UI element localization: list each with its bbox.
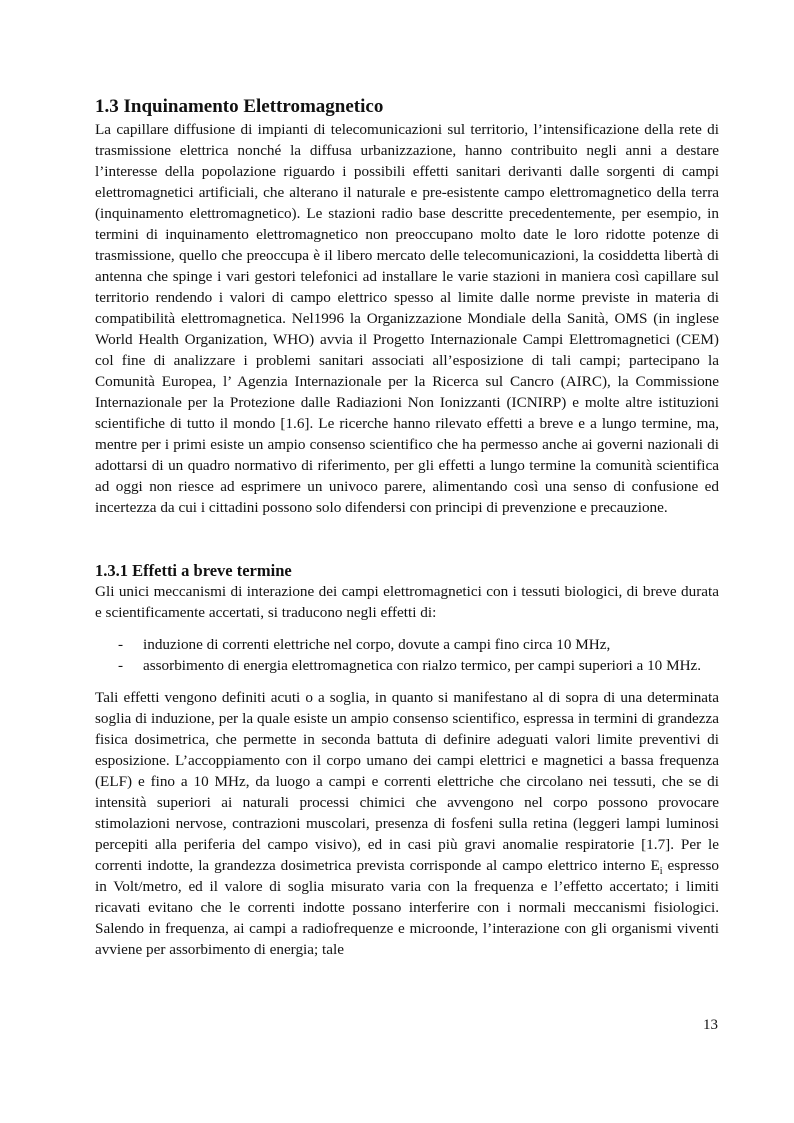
list-item [118, 634, 719, 655]
page-content [95, 95, 719, 960]
list-spacer [95, 676, 719, 687]
subsection-body [95, 687, 719, 960]
subsection-title: 1.3.1 Effetti a breve termine [95, 561, 292, 580]
bullet-marker: - [118, 636, 124, 653]
list-item-text: induzione di correnti elettriche nel corpo, dovute a campi fino circa 10 MHz, [143, 636, 611, 653]
section-title: 1.3 Inquinamento Elettromagnetico [95, 96, 384, 117]
list-spacer [95, 623, 719, 634]
body-text-part-2: espresso in Volt/metro, ed il valore di soglia misurato varia con la frequenza e l’effetto accertato; i limiti ricavati evitano che le correnti indotte possano interferire con i normali meccanismi fisiologici. Salendo in frequenza, ai campi a radiofrequenze e microonde, l’interazione con gli organismi viventi avviene per assorbimento di energia; tale [95, 857, 719, 958]
subscript-i: i [659, 866, 663, 878]
list-item [118, 655, 719, 676]
effects-list [95, 634, 719, 676]
section-spacer [95, 518, 719, 560]
body-text-part-1: Tali effetti vengono definiti acuti o a soglia, in quanto si manifestano al di sopra di una determinata soglia di induzione, per la quale esiste un ampio consenso scientifico, espressa in termini di grandezza fisica dosimetrica, che permette in seconda battuta di definire adeguati valori limite preventivi di esposizione. L’accoppiamento con il corpo umano dei campi elettrici e magnetici a bassa frequenza (ELF) e fino a 10 MHz, da luogo a campi e correnti elettriche che circolano nei tessuti, che se di intensità superiori ai naturali processi chimici che avvengono nel corpo possono provocare stimolazioni nervose, contrazioni muscolari, presenza di fosfeni sulla retina (leggeri lampi luminosi percepiti alla periferia del campo visivo), ed in casi più gravi anomalie respiratorie [1.7]. Per le correnti indotte, la grandezza dosimetrica prevista corrisponde al campo elettrico interno E [95, 689, 719, 874]
bullet-marker: - [118, 657, 124, 674]
section-paragraph: La capillare diffusione di impianti di telecomunicazioni sul territorio, l’intensificazione della rete di trasmissione elettrica nonché la diffusa urbanizzazione, hanno contribuito negli anni a destare l’interesse della popolazione riguardo i possibili effetti sanitari derivanti dalle sorgenti di campi elettromagnetici artificiali, che alterano il naturale e pre-esistente campo elettromagnetico della terra (inquinamento elettromagnetico). Le stazioni radio base descritte precedentemente, per esempio, in termini di inquinamento elettromagnetico non preoccupano molto date le loro ridotte potenze di trasmissione, quello che preoccupa è il libero mercato delle telecomunicazioni, la cosiddetta libertà di antenna che spinge i vari gestori telefonici ad installare le varie stazioni in maniera così capillare sul territorio rendendo i valori di campo elettrico spesso al limite dalle norme previste in materia di compatibilità elettromagnetica. Nel1996 la Organizzazione Mondiale della Sanità, OMS (in inglese World Health Organization, WHO) avvia il Progetto Internazionale Campi Elettromagnetici (CEM) col fine di analizzare i problemi sanitari associati all’esposizione di tali campi; partecipano la Comunità Europea, l’ Agenzia Internazionale per la Ricerca sul Cancro (AIRC), la Commissione Internazionale per la Protezione dalle Radiazioni Non Ionizzanti (ICNIRP) e molte altre istituzioni scientifiche di tutto il mondo [1.6]. Le ricerche hanno rilevato effetti a breve e a lungo termine, ma, mentre per i primi esiste un ampio consenso scientifico che ha permesso anche ai governi nazionali di adottarsi di un quadro normativo di riferimento, per gli effetti a lungo termine la comunità scientifica ad oggi non riesce ad esprimere un univoco parere, alimentando così una senso di confusione ed incertezza da cui i cittadini possono solo difendersi con principi di prevenzione e precauzione. [95, 121, 719, 516]
subsection-intro: Gli unici meccanismi di interazione dei campi elettromagnetici con i tessuti biologici, di breve durata e scientificamente accertati, si traducono negli effetti di: [95, 583, 719, 621]
page-number: 13 [703, 1017, 718, 1033]
list-item-text: assorbimento di energia elettromagnetica con rialzo termico, per campi superiori a 10 MHz. [143, 657, 702, 674]
